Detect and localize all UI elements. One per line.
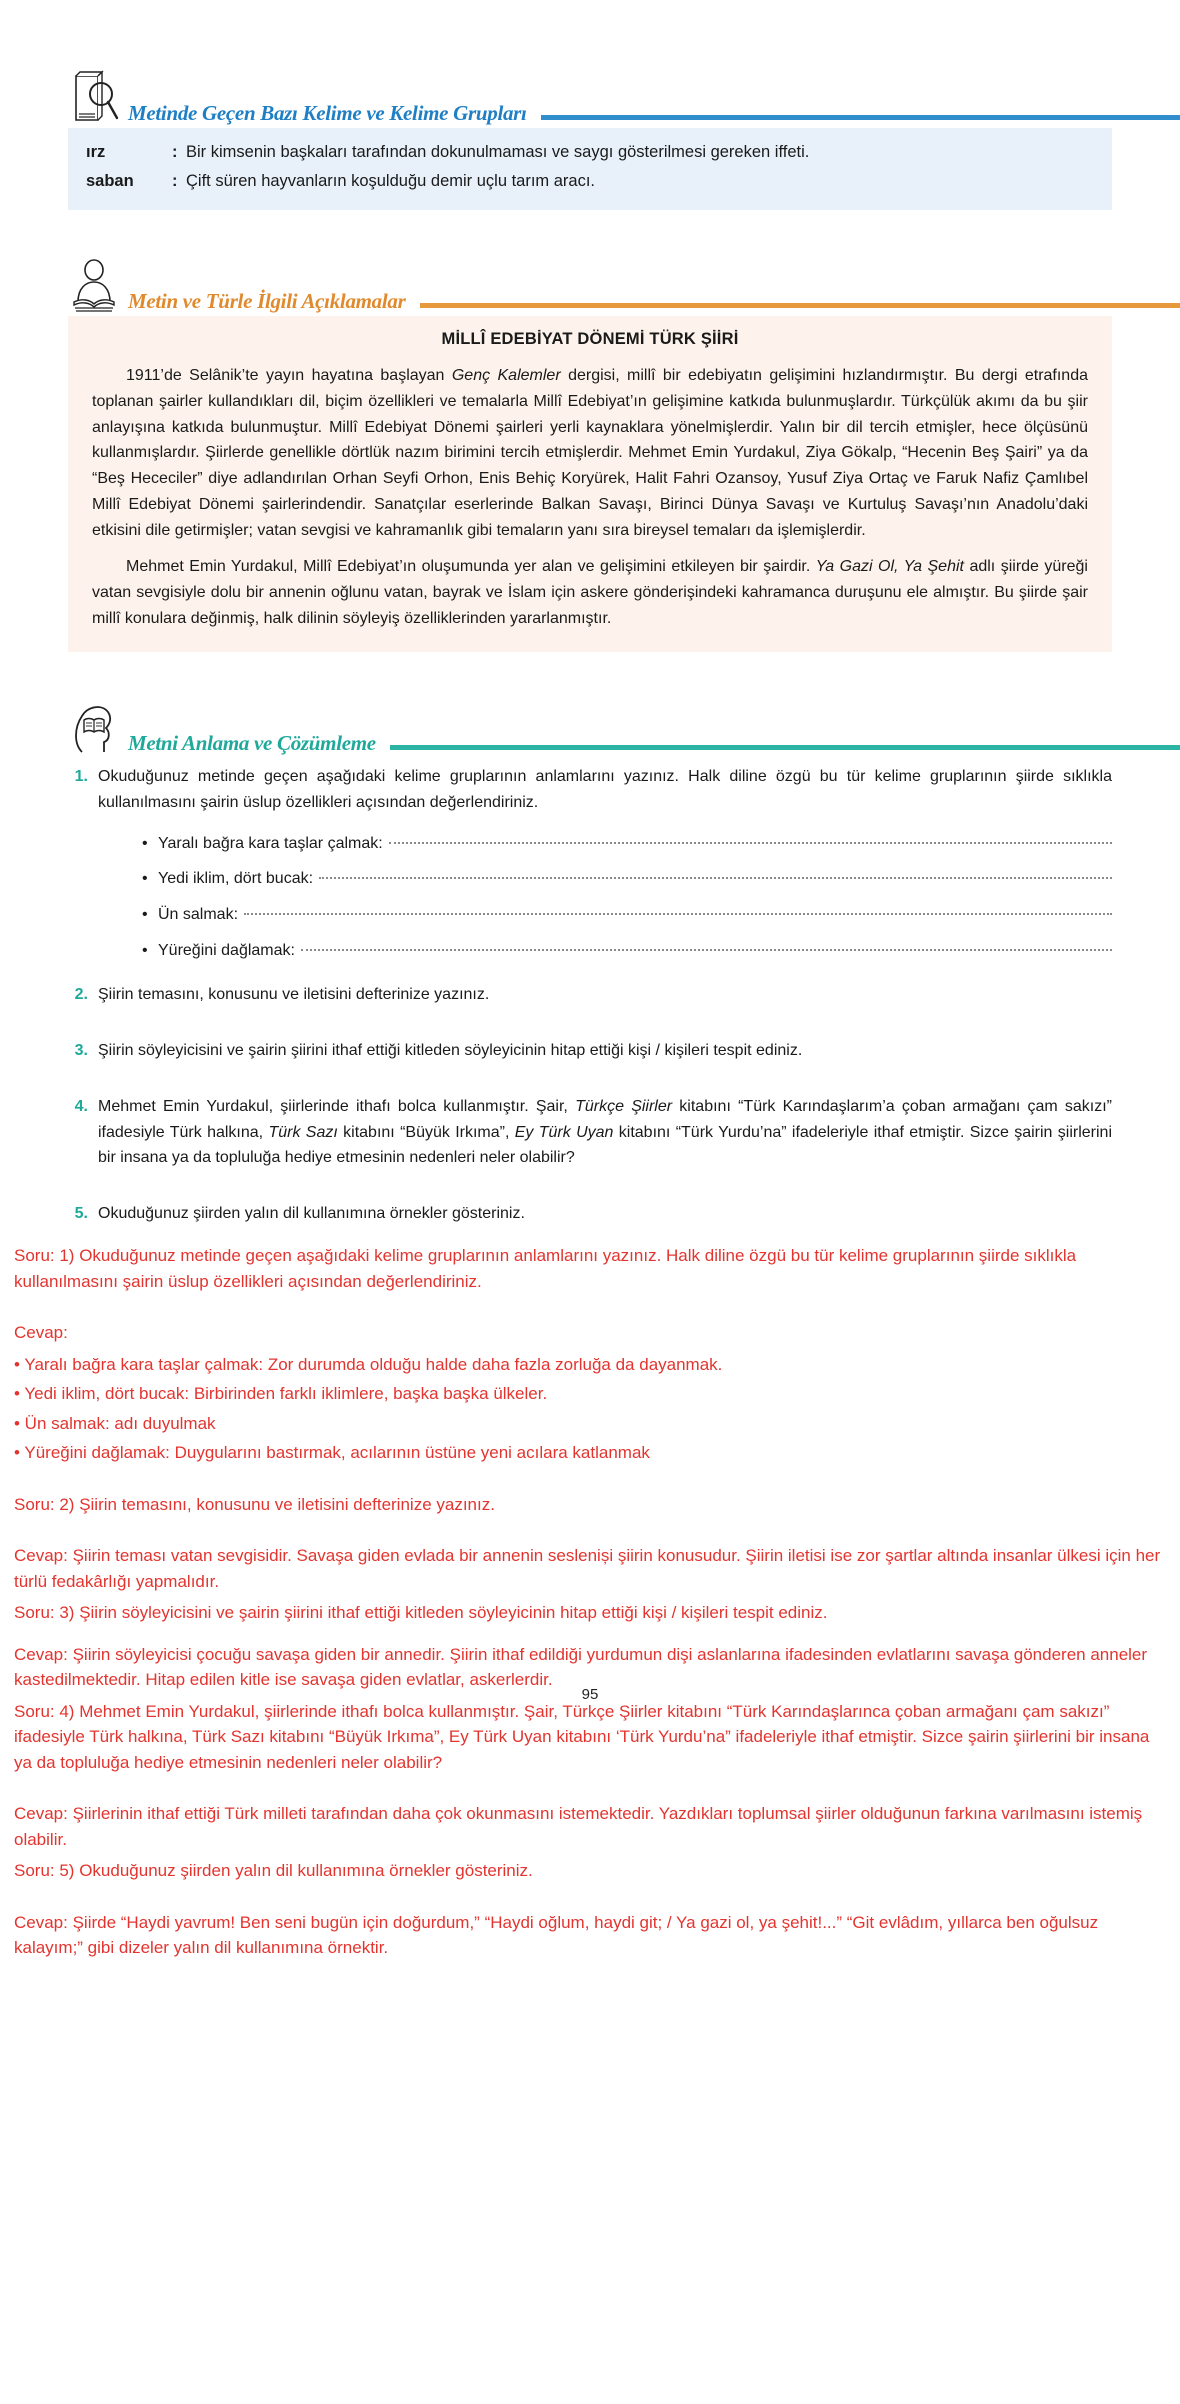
question-item: [68, 1094, 1112, 1172]
explanations-section-title: Metin ve Türle İlgili Açıklamalar: [128, 288, 406, 313]
question-text: Şiirin söyleyicisini ve şairin şiirini ithaf ettiği kitleden söyleyicinin hitap ettiği kişi / kişileri tespit ediniz.: [98, 1041, 803, 1059]
vocabulary-section-header: [0, 70, 1180, 128]
vocabulary-definition: Bir kimsenin başkaları tarafından dokunulmaması ve saygı gösterilmesi gereken iffeti.: [186, 143, 810, 161]
question-number: 1.: [74, 767, 88, 785]
question-item: [68, 982, 1112, 1008]
answer-key-question: Soru: 2) Şiirin temasını, konusunu ve iletisini defterinize yazınız.: [14, 1494, 495, 1514]
question-text: Mehmet Emin Yurdakul, şiirlerinde ithafı bolca kullanmıştır. Şair, Türkçe Şiirler kitabını “Türk Karındaşlarım’a çoban armağanı çam sakızı” ifadesiyle Türk halkına, Türk Sazı kitabını “Büyük Irkıma”, Ey Türk Uyan kitabını “Türk Yurdu’na” ifadeleriyle ithaf etmiştir. Sizce şairin şiirlerini bir insana ya da topluluğa hediye etmesinin nedenleri neler olabilir?: [98, 1097, 1113, 1167]
answer-key-answer: Cevap: Şiirlerinin ithaf ettiği Türk milleti tarafından daha çok okunmasını istemektedir. Yazdıkları toplumsal şiirler olduğunun farkına varılmasını istemiş olabilir.: [14, 1804, 1143, 1849]
list-item[interactable]: [68, 867, 1112, 892]
blank-label: Yüreğini dağlamak:: [158, 942, 295, 960]
explanation-paragraph: 1911’de Selânik’te yayın hayatına başlayan Genç Kalemler dergisi, millî bir edebiyatın gelişimini hızlandırmıştır. Bu dergi etrafında toplanan şairler kullandıkları dil, biçim özellikleri ve temalarla Millî Edebiyat’ın gelişimine katkıda bulunmuşlardır. Türkçülük akımı da bu şiir anlayışına katkıda bulunmuştur. Millî Edebiyat Dönemi şairleri yerli kaynaklara yönelmişlerdir. Yalın bir dil tercih etmişler, hece ölçüsünü kullanmışlardır. Şiirlerde genellikle dörtlük nazım birimini tercih etmişlerdir. Mehmet Emin Yurdakul, Ziya Gökalp, “Hecenin Beş Şairi” ya da “Beş Hececiler” diye adlandırılan Orhan Seyfi Orhon, Enis Behiç Koryürek, Halit Fahri Ozansoy, Yusuf Ziya Ortaç ve Faruk Nafiz Çamlıbel Millî Edebiyat Dönemi şairlerindendir. Sanatçılar eserlerinde Balkan Savaşı, Birinci Dünya Savaşı ve Kurtuluş Savaşı’nın Anadolu’daki etkisini dile getirmişler; vatan sevgisi ve kahramanlık gibi temaların yanı sıra bireysel temaları da işlemişlerdir.: [92, 366, 1089, 540]
question-text: Şiirin temasını, konusunu ve iletisini defterinize yazınız.: [98, 985, 490, 1003]
answer-key-overlay: [0, 1243, 1180, 1991]
answer-key-question: Soru: 1) Okuduğunuz metinde geçen aşağıdaki kelime gruplarının anlamlarını yazınız. Halk diline özgü bu tür kelime gruplarının şiirde sıklıkla kullanılmasını şairin üslup özellikleri açısından değerlendiriniz.: [14, 1246, 1077, 1291]
vocabulary-list: [68, 128, 1112, 210]
book-magnifier-icon: [68, 70, 122, 128]
vocabulary-colon: :: [172, 143, 178, 161]
explanations-section-header: [0, 258, 1180, 316]
answer-key-question: Soru: 5) Okuduğunuz şiirden yalın dil kullanımına örnekler gösteriniz.: [14, 1861, 533, 1881]
answer-blank-list: [68, 832, 1112, 964]
question-number: 3.: [74, 1041, 88, 1059]
question-list: [68, 758, 1112, 1227]
answer-bullet-item: • Yedi iklim, dört bucak: Birbirinden farklı iklimlere, başka başka ülkeler.: [14, 1384, 548, 1404]
bullet-dot: •: [142, 906, 148, 924]
header-rule: [420, 303, 1180, 308]
answer-key-answer: Cevap: Şiirin söyleyicisi çocuğu savaşa giden bir annedir. Şiirin ithaf edildiği yurdumun dişi aslanlarına ifadesinden evlatlarını savaşa gönderen anneler kastedilmektedir. Hitap edilen kitle ise savaşa giden evlatlar, askerlerdir.: [14, 1644, 1148, 1690]
vocabulary-colon: :: [172, 171, 178, 190]
vocabulary-term: saban: [86, 171, 134, 190]
blank-label: Yaralı bağra kara taşlar çalmak:: [158, 834, 383, 852]
vocabulary-term: ırz: [86, 143, 106, 161]
vocabulary-entry: [86, 167, 1094, 196]
blank-label: Yedi iklim, dört bucak:: [158, 870, 314, 888]
question-item: [68, 1038, 1112, 1064]
list-item[interactable]: [68, 939, 1112, 964]
question-number: 5.: [74, 1205, 88, 1223]
page-number: 95: [581, 1686, 599, 1703]
question-number: 2.: [74, 985, 88, 1003]
question-text: Okuduğunuz şiirden yalın dil kullanımına örnekler gösteriniz.: [98, 1205, 525, 1223]
answer-bullet-item: • Yaralı bağra kara taşlar çalmak: Zor durumda olduğu halde daha fazla zorluğa da dayanmak.: [14, 1354, 723, 1374]
answer-key-answer: Cevap: Şiirin teması vatan sevgisidir. Savaşa giden evlada bir annenin sesleniși şiirin konusudur. Şiirin iletisi ise zor şartlar altında insanlar ülkesi için her türlü fedakârlığı yapmalıdır.: [14, 1546, 1161, 1591]
answer-key-answer: Cevap:: [14, 1323, 68, 1343]
dotted-blank-line[interactable]: [389, 842, 1112, 844]
comprehension-section-header: [0, 700, 1180, 758]
head-book-icon: [68, 700, 122, 758]
list-item[interactable]: [68, 903, 1112, 928]
explanation-paragraph: Mehmet Emin Yurdakul, Millî Edebiyat’ın oluşumunda yer alan ve gelişimini etkileyen bir şairdir. Ya Gazi Ol, Ya Şehit adlı şiirde yüreği vatan sevgisiyle dolu bir annenin oğlunu vatan, bayrak ve İslam için askere gönderişindeki kahramanca duruşunu ele almıştır. Bu şiirde şair millî konulara değinmiş, halk dilinin söyleyiş özelliklerinden yararlanmıştır.: [92, 558, 1088, 627]
header-rule: [390, 745, 1180, 750]
dotted-blank-line[interactable]: [319, 877, 1112, 879]
answer-bullet-item: • Yüreğini dağlamak: Duygularını bastırmak, acılarının üstüne yeni acılara katlanmak: [14, 1443, 650, 1463]
vocabulary-section-title: Metinde Geçen Bazı Kelime ve Kelime Grupları: [128, 101, 527, 125]
dotted-blank-line[interactable]: [301, 949, 1112, 951]
answer-bullet-item: • Ün salmak: adı duyulmak: [14, 1413, 216, 1433]
bullet-dot: •: [142, 942, 148, 960]
vocabulary-entry: [86, 138, 1094, 167]
explanations-heading: MİLLÎ EDEBİYAT DÖNEMİ TÜRK ŞİİRİ: [441, 329, 739, 348]
explanations-body: [68, 316, 1112, 652]
question-item: [68, 1201, 1112, 1227]
dotted-blank-line[interactable]: [244, 913, 1112, 915]
answer-key-question: Soru: 4) Mehmet Emin Yurdakul, şiirlerinde ithafı bolca kullanmıştır. Şair, Türkçe Şiirler kitabını “Türk Karındaşlarınca çoban armağanı çam sakızı” ifadesiyle Türk halkına, Türk Sazı kitabını “Büyük Irkıma”, Ey Türk Uyan kitabını ‘Türk Yurdu’na” ifadeleriyle ithaf etmiştir. Sizce şairin şiirlerini bir insana ya da topluluğa hediye etmesinin nedenleri neler olabilir?: [14, 1701, 1150, 1772]
question-text: Okuduğunuz metinde geçen aşağıdaki kelime gruplarının anlamlarını yazınız. Halk diline özgü bu tür kelime gruplarının şiirde sıklıkla kullanılmasını şairin üslup özellikleri açısından değerlendiriniz.: [98, 767, 1112, 811]
answer-bullet-list: [14, 1352, 1166, 1466]
header-rule: [541, 115, 1180, 120]
answer-key-answer: Cevap: Şiirde “Haydi yavrum! Ben seni bugün için doğurdum,” “Haydi oğlum, haydi git; / Ya gazi ol, ya şehit!...” “Git evlâdım, yıllarca ben oğulsuz kalayım;” gibi dizeler yalın dil kullanımına örnektir.: [14, 1912, 1099, 1958]
reader-person-icon: [68, 258, 122, 316]
question-item: [68, 764, 1112, 816]
bullet-dot: •: [142, 834, 148, 852]
blank-label: Ün salmak:: [158, 906, 239, 924]
bullet-dot: •: [142, 870, 148, 888]
answer-key-question: Soru: 3) Şiirin söyleyicisini ve şairin şiirini ithaf ettiği kitleden söyleyicinin hitap ettiği kişi / kişileri tespit ediniz.: [14, 1603, 828, 1623]
question-number: 4.: [74, 1097, 88, 1115]
list-item[interactable]: [68, 832, 1112, 857]
vocabulary-definition: Çift süren hayvanların koşulduğu demir uçlu tarım aracı.: [186, 171, 596, 190]
comprehension-section-title: Metni Anlama ve Çözümleme: [128, 730, 376, 755]
